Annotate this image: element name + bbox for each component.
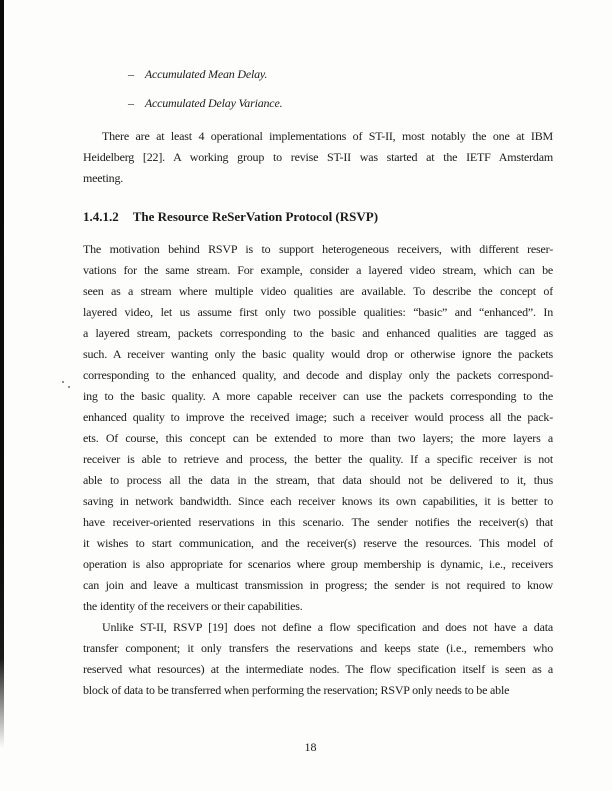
scan-edge-artifact (0, 0, 4, 748)
text-line: can join and leave a multicast transmission in progress; the sender is not required to know (83, 578, 553, 592)
scan-speck (62, 381, 64, 383)
bullet-dash-icon: – (128, 67, 134, 81)
text-line: The motivation behind RSVP is to support heterogeneous receivers, with different reser- (83, 242, 553, 256)
bullet-item-delay-variance (83, 93, 553, 114)
section-title: The Resource ReSerVation Protocol (RSVP) (132, 209, 379, 224)
text-line: layered video, let us assume first only two possible qualities: “basic” and “enhanced”. In (83, 305, 553, 319)
text-line: able to process all the data in the stream, that data should not be delivered to it, thus (83, 473, 553, 487)
text-line: a layered stream, packets corresponding to the basic and enhanced qualities are tagged as (83, 326, 553, 340)
text-line: ets. Of course, this concept can be extended to more than two layers; the more layers a (83, 431, 553, 445)
text-line: the identity of the receivers or their capabilities. (83, 599, 303, 613)
text-line: such. A receiver wanting only the basic quality would drop or otherwise ignore the packets (83, 347, 553, 361)
text-line: reserved what resources) at the intermediate nodes. The flow specification itself is seen as a (83, 662, 553, 676)
text-line: enhanced quality to improve the received image; such a receiver would process all the pack- (83, 410, 553, 424)
section-number: 1.4.1.2 (83, 209, 119, 224)
paragraph-rsvp-motivation (83, 239, 553, 617)
text-line: corresponding to the enhanced quality, and decode and display only the packets correspond- (83, 368, 553, 382)
text-line: ing to the basic quality. A more capable receiver can use the packets corresponding to the (83, 389, 553, 403)
text-line: have receiver-oriented reservations in this scenario. The sender notifies the receiver(s) that (83, 515, 553, 529)
text-line: There are at least 4 operational implementations of ST-II, most notably the one at IBM (102, 129, 553, 143)
text-line: operation is also appropriate for scenarios where group membership is dynamic, i.e., receivers (83, 557, 553, 571)
text-line: receiver is able to retrieve and process, the better the quality. If a specific receiver is not (83, 452, 553, 466)
text-line: seen as a stream where multiple video qualities are available. To describe the concept of (83, 284, 553, 298)
bullet-dash-icon: – (128, 96, 134, 110)
bullet-list (83, 64, 553, 122)
bullet-text: Accumulated Delay Variance. (144, 96, 283, 110)
scan-speck (68, 386, 70, 388)
section-heading (83, 206, 553, 228)
text-line: saving in network bandwidth. Since each receiver knows its own capabilities, it is better to (83, 494, 553, 508)
bullet-text: Accumulated Mean Delay. (144, 67, 268, 81)
bullet-item-mean-delay (83, 64, 553, 85)
text-line: Heidelberg [22]. A working group to revise ST-II was started at the IETF Amsterdam (83, 150, 553, 164)
text-line: transfer component; it only transfers the reservations and keeps state (i.e., remembers who (83, 641, 553, 655)
paragraph-st2-implementations (83, 126, 553, 189)
text-line: vations for the same stream. For example, consider a layered video stream, which can be (83, 263, 553, 277)
text-line: block of data to be transferred when performing the reservation; RSVP only needs to be able (83, 683, 510, 697)
text-line: it wishes to start communication, and the receiver(s) reserve the resources. This model of (83, 536, 553, 550)
text-line: Unlike ST-II, RSVP [19] does not define a flow specification and does not have a data (102, 620, 553, 634)
text-column (83, 0, 553, 791)
page-number: 18 (304, 740, 317, 754)
text-line: meeting. (83, 171, 124, 185)
paragraph-unlike-stii (83, 617, 553, 701)
